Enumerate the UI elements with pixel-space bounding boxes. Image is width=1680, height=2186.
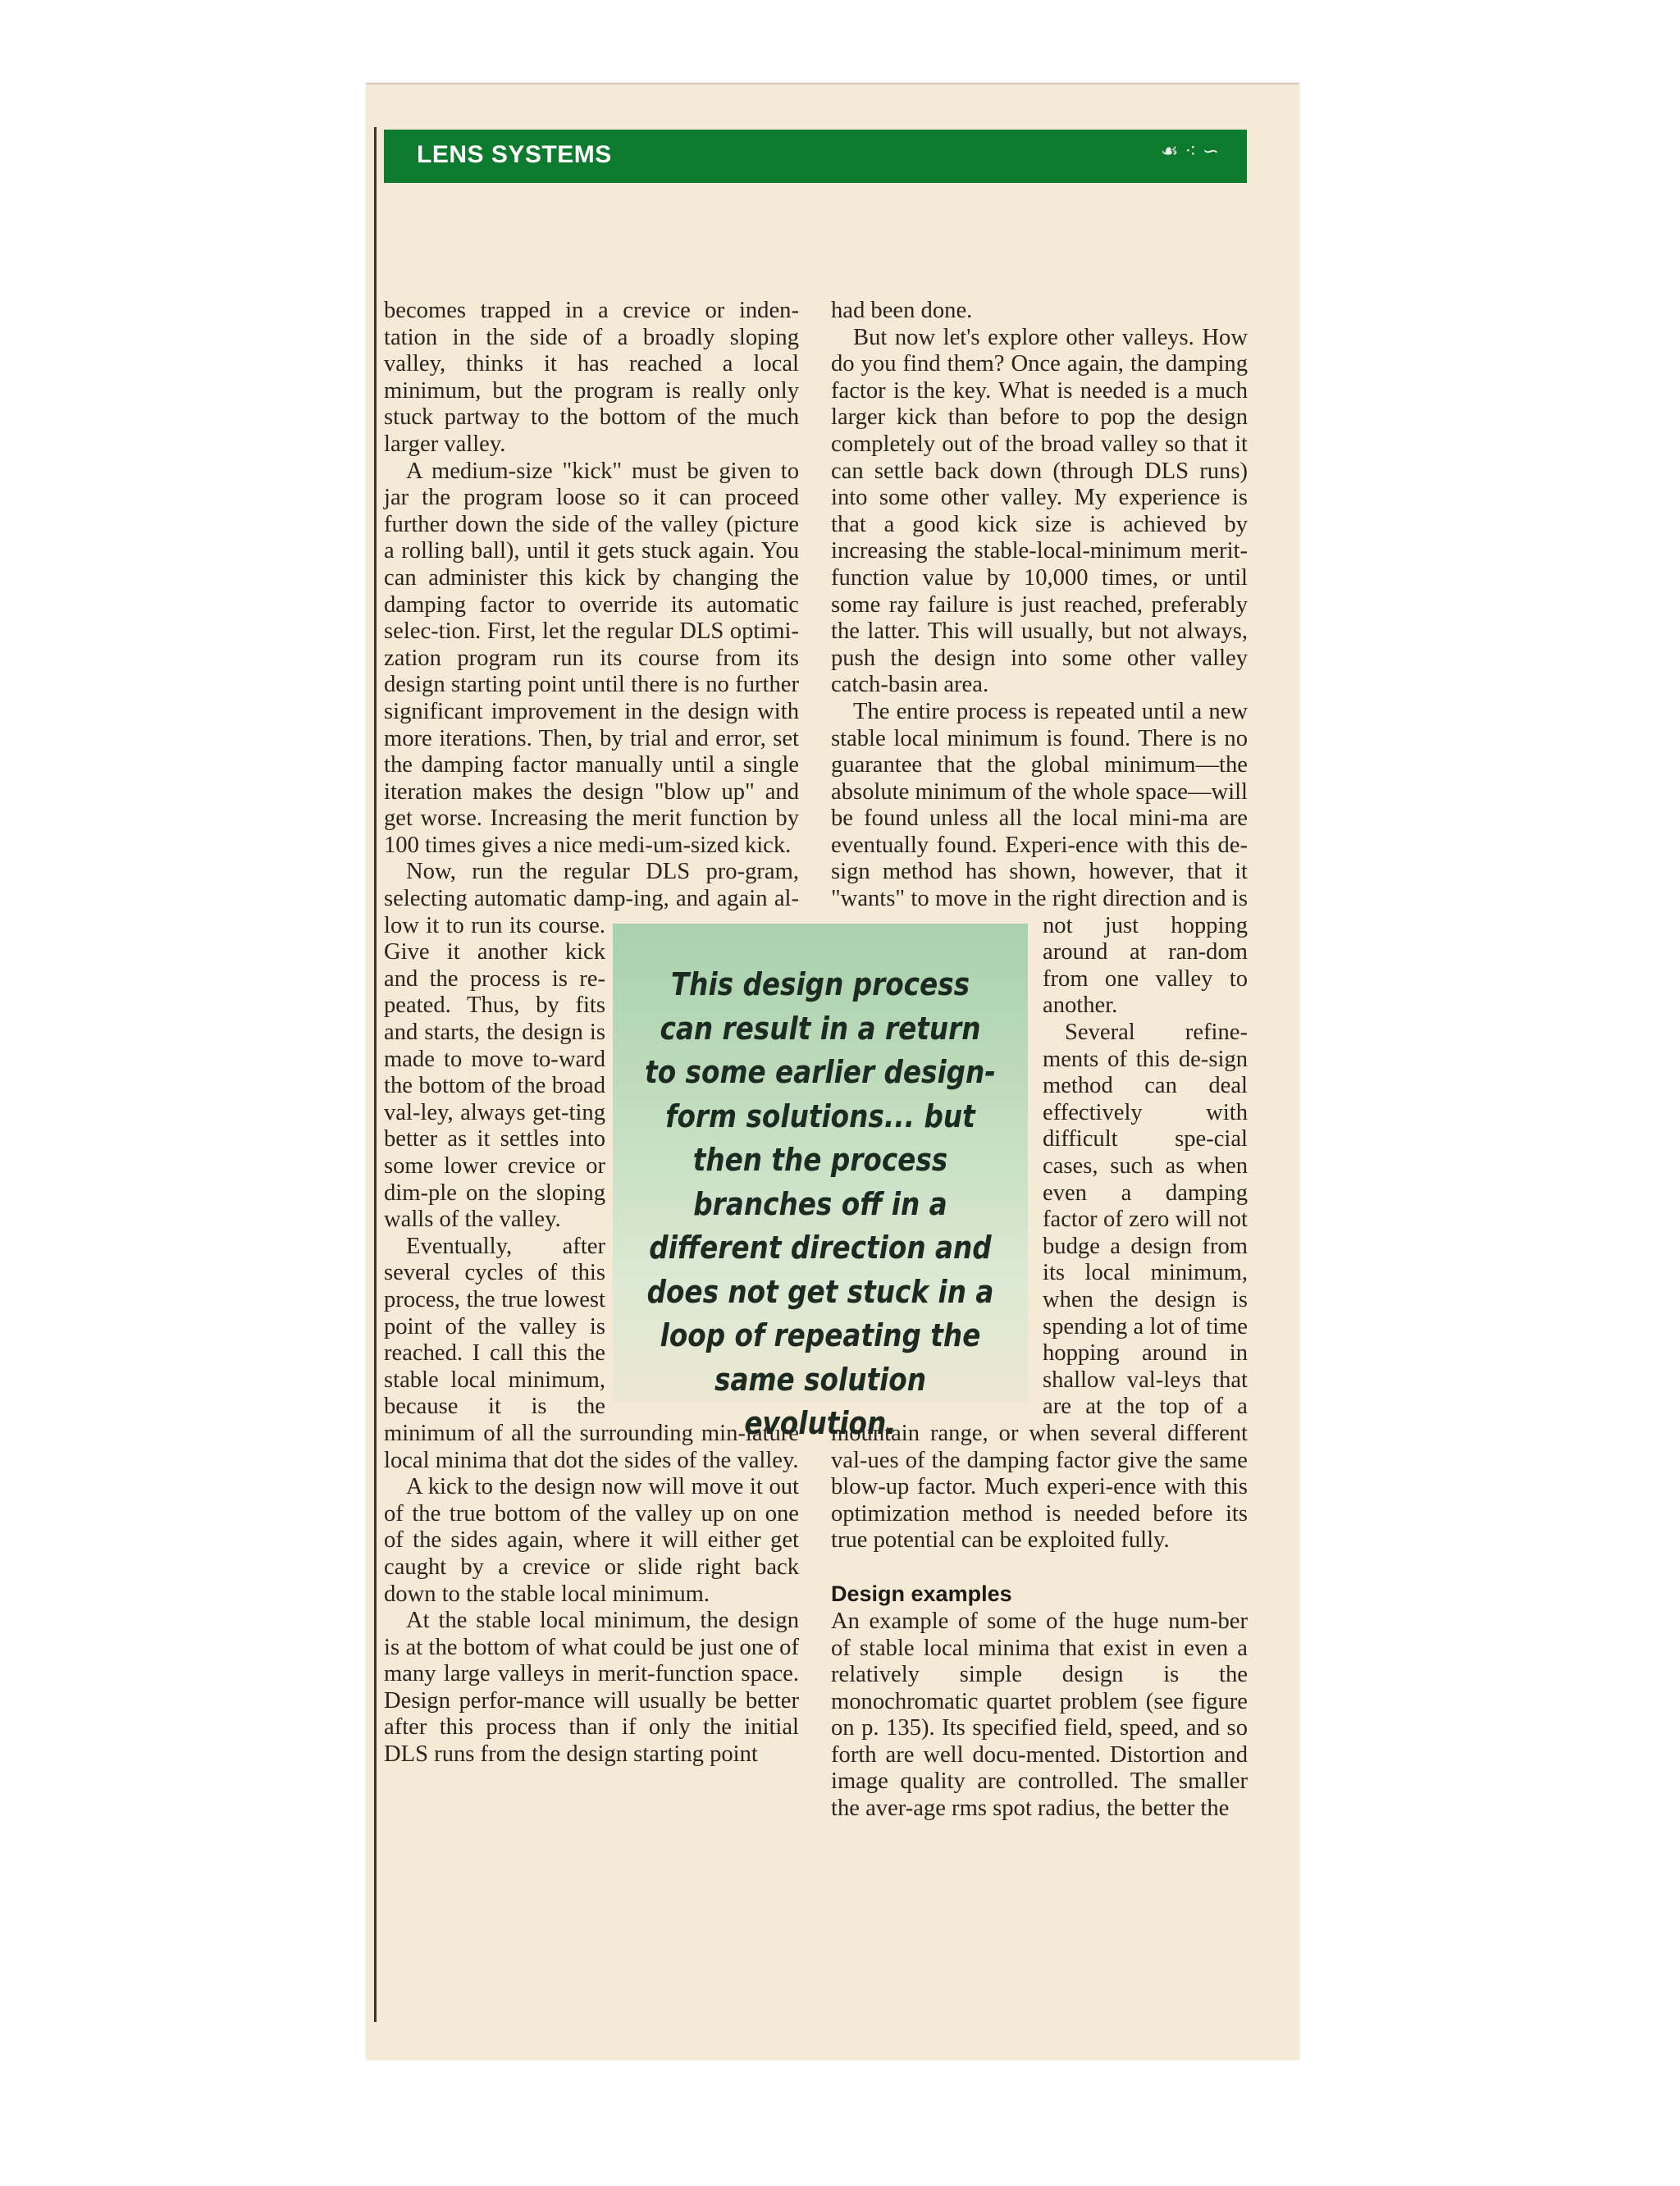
section-header-band [384,130,1247,183]
header-ornament-icon: ☙ ⁖ ∽ [1161,139,1219,162]
body-paragraph: At the stable local minimum, the design is at the bottom of what could be just one of many large valleys in merit-function space. Design perfor-mance will usually be better after this process than if only the initial DLS runs from the design starting point [384,1608,799,1768]
body-paragraph: A medium-size "kick" must be given to jar the program loose so it can proceed further down the side of the valley (picture a rolling ball), until it gets stuck again. You can administer this kick by changing the damping factor to override its automatic selec-tion. First, let the regular DLS optimi-zation program run its course from its design starting point until there is no further significant improvement in the design with more iterations. Then, by trial and error, set the damping factor manually until a single iteration makes the design "blow up" and get worse. Increasing the merit function by 100 times gives a nice medi-um-sized kick. [384,458,799,858]
page-top-edge [366,83,1299,84]
body-paragraph: becomes trapped in a crevice or inden-tation in the side of a broadly sloping valley, thinks it has reached a local minimum, but the program is really only stuck partway to the bottom of the much larger valley. [384,298,799,457]
body-paragraph: An example of some of the huge num-ber of stable local minima that exist in even a relatively simple design is the monochromatic quartet problem (see figure on p. 135). Its specified field, speed, and so forth are well docu-mented. Distortion and image quality are controlled. The smaller the aver-age rms spot radius, the better the [831,1608,1248,1822]
body-paragraph: The entire process is repeated until a new stable local minimum is found. There is no guarantee that the global minimum—the absolute minimum of the whole space—will be found unless all the local mini-ma are eventually found. Experi-ence with this de-sign method has shown, however, that it "wants" to move in the right direction and is not just hopping around at ran-dom from one valley to another. [831,699,1248,1020]
body-paragraph: But now let's explore other valleys. How do you find them? Once again, the damping factor is the key. What is needed is a much larger kick than before to pop the design completely out of the broad valley so that it can settle back down (through DLS runs) into some other valley. My experience is that a good kick size is achieved by increasing the stable-local-minimum merit-function value by 10,000 times, or until some ray failure is just reached, preferably the latter. This will usually, but not always, push the design into some other valley catch-basin area. [831,324,1248,698]
pull-quote-text: This design process can result in a return to some earlier design-form solutions... but then the process branches off in a different direction and does not get stuck in a loop of repeating the same solution evolution. [645,966,996,1441]
subheading: Design examples [831,1581,1012,1606]
section-title: LENS SYSTEMS [417,141,612,168]
body-paragraph: Eventually, after several cycles of this process, the true lowest point of the valley is reached. I call this the stable local minimum, because it is the minimum of all the surrounding min-iature local minima that dot the sides of the valley. [384,1233,799,1473]
body-paragraph: Now, run the regular DLS pro-gram, selecting automatic damp-ing, and again al-low it to run its course. Give it another kick and the process is re-peated. Thus, by fits and starts, the design is made to move to-ward the bottom of the broad val-ley, always get-ting better as it settles into some lower crevice or dim-ple on the sloping walls of the valley. [384,859,799,1233]
body-paragraph: Several refine-ments of this de-sign method can deal effectively with difficult spe-cial cases, such as when even a damping factor of zero will not budge a design from its local minimum, when the design is spending a lot of time hopping around in shallow val-leys that are at the top of a mountain range, or when several different val-ues of the damping factor give the same blow-up factor. Much experi-ence with this optimization method is needed before its true potential can be exploited fully. [831,1020,1248,1554]
body-paragraph: had been done. [831,298,973,323]
left-margin-rule [374,127,377,2022]
body-paragraph: A kick to the design now will move it out of the true bottom of the valley up on one of the sides again, where it will either get caught by a crevice or slide right back down to the stable local minimum. [384,1474,799,1607]
pull-quote-box [613,924,1028,1441]
